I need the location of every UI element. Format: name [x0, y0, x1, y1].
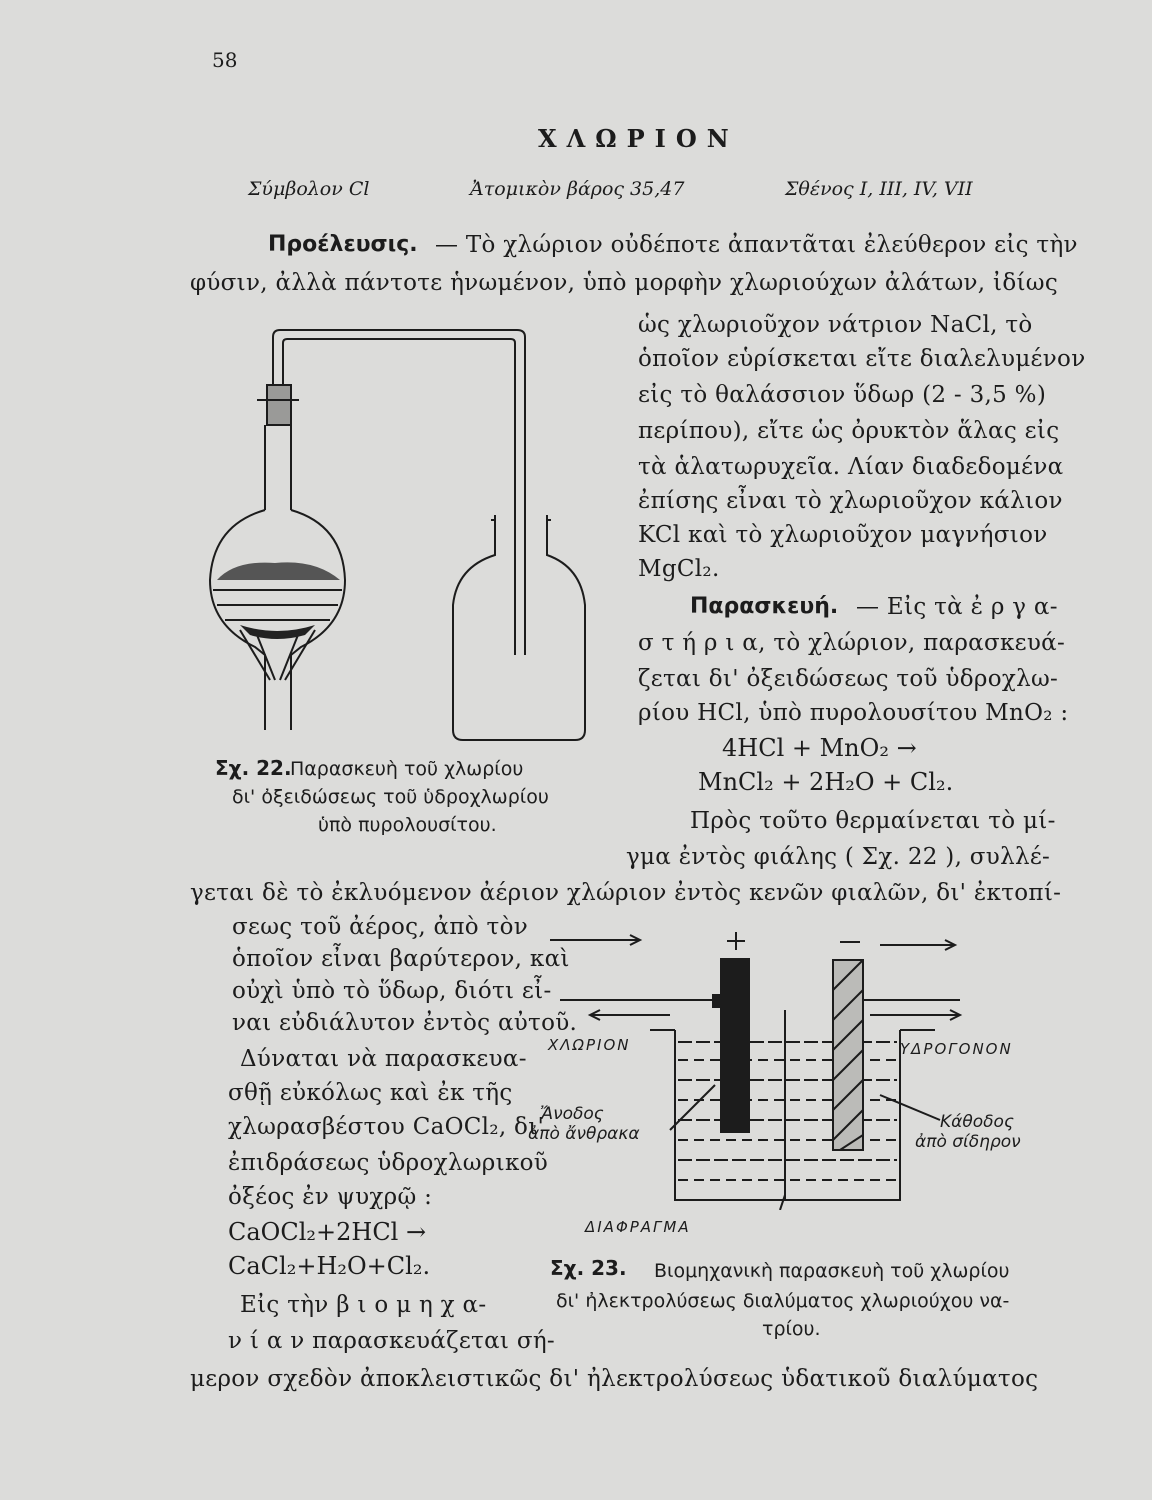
preparation-line: μερον σχεδὸν ἀποκλειστικῶς δι' ἠλεκτρολύσεως ὑδατικοῦ διαλύματος [190, 1366, 1039, 1392]
preparation-line: σ τ ή ρ ι α, τὸ χλώριον, παρασκευά- [638, 630, 1066, 656]
origin-line: τὰ ἁλατωρυχεῖα. Λίαν διαδεδομένα [638, 454, 1064, 480]
preparation-line: ὀξέος ἐν ψυχρῷ : [228, 1184, 433, 1210]
anode-label: Ἄνοδος [540, 1104, 604, 1124]
figure-23-electrolysis-cell [540, 930, 1020, 1210]
preparation-line: ζεται δι' ὀξειδώσεως τοῦ ὑδροχλω- [638, 666, 1059, 692]
figure-22-number: Σχ. 22. [215, 756, 292, 780]
cathode-material-label: ἀπὸ σίδηρον [915, 1132, 1021, 1152]
preparation-line: χλωρασβέστου CaOCl₂, δι' [228, 1114, 545, 1140]
origin-line: περίπου), εἴτε ὡς ὀρυκτὸν ἅλας εἰς [638, 418, 1060, 444]
origin-line: KCl καὶ τὸ χλωριοῦχον μαγνήσιον [638, 522, 1048, 548]
figure-22-caption: Παρασκευὴ τοῦ χλωρίου [290, 758, 524, 780]
page-title: ΧΛΩΡΙΟΝ [538, 124, 739, 153]
origin-heading: Προέλευσις. [268, 232, 418, 257]
preparation-line: γεται δὲ τὸ ἐκλυόμενον ἀέριον χλώριον ἐντὸς κενῶν φιαλῶν, δι' ἐκτοπί- [190, 880, 1062, 906]
atomic-weight-text: Ἀτομικὸν βάρος 35,47 [470, 178, 685, 200]
origin-line: εἰς τὸ θαλάσσιον ὕδωρ (2 - 3,5 %) [638, 382, 1047, 408]
symbol-text: Σύμβολον Cl [248, 178, 370, 200]
preparation-line: ν ί α ν παρασκευάζεται σή- [228, 1328, 555, 1354]
equation: MnCl₂ + 2H₂O + Cl₂. [698, 768, 954, 796]
preparation-line: σεως τοῦ ἀέρος, ἀπὸ τὸν [232, 914, 529, 940]
preparation-line: Δύναται νὰ παρασκευα- [240, 1046, 527, 1072]
origin-line: φύσιν, ἀλλὰ πάντοτε ἡνωμένον, ὑπὸ μορφὴν χλωριούχων ἀλάτων, ἰδίως [190, 270, 1059, 296]
diaphragm-label: ΔΙΑΦΡΑΓΜΑ [585, 1218, 691, 1236]
preparation-line: γμα ἐντὸς φιάλης ( Σχ. 22 ), συλλέ- [626, 844, 1051, 870]
preparation-line: ἐπιδράσεως ὑδροχλωρικοῦ [228, 1150, 549, 1176]
figure-23-number: Σχ. 23. [550, 1256, 627, 1280]
equation: 4HCl + MnO₂ → [722, 734, 917, 762]
preparation-heading: Παρασκευή. [690, 594, 839, 619]
origin-line: — Τὸ χλώριον οὐδέποτε ἀπαντᾶται ἐλεύθερον εἰς τὴν [435, 232, 1078, 258]
figure-22-caption: ὑπὸ πυρολουσίτου. [318, 814, 497, 836]
figure-23-caption: Βιομηχανικὴ παρασκευὴ τοῦ χλωρίου [654, 1260, 1010, 1282]
preparation-line: ναι εὐδιάλυτον ἐντὸς αὐτοῦ. [232, 1010, 578, 1036]
preparation-line: οὐχὶ ὑπὸ τὸ ὕδωρ, διότι εἶ- [232, 978, 552, 1004]
origin-line: MgCl₂. [638, 556, 720, 582]
figure-23-caption: τρίου. [762, 1318, 821, 1340]
figure-22-apparatus [195, 325, 605, 750]
origin-line: ὁποῖον εὑρίσκεται εἴτε διαλελυμένον [638, 346, 1086, 372]
preparation-line: — Εἰς τὰ ἐ ρ γ α- [856, 594, 1058, 620]
chlorine-label: ΧΛΩΡΙΟΝ [548, 1036, 631, 1054]
anode-material-label: ἀπὸ ἄνθρακα [528, 1124, 640, 1144]
cathode-label: Κάθοδος [940, 1112, 1014, 1132]
preparation-line: ὁποῖον εἶναι βαρύτερον, καὶ [232, 946, 570, 972]
preparation-line: ρίου HCl, ὑπὸ πυρολουσίτου MnO₂ : [638, 700, 1069, 726]
preparation-line: Πρὸς τοῦτο θερμαίνεται τὸ μί- [690, 808, 1056, 834]
preparation-line: Εἰς τὴν β ι ο μ η χ α- [240, 1292, 487, 1318]
preparation-line: σθῇ εὐκόλως καὶ ἐκ τῆς [228, 1080, 513, 1106]
valence-text: Σθένος I, III, IV, VII [785, 178, 973, 200]
equation: CaOCl₂+2HCl → [228, 1218, 427, 1246]
equation: CaCl₂+H₂O+Cl₂. [228, 1252, 431, 1280]
origin-line: ὡς χλωριοῦχον νάτριον NaCl, τὸ [638, 312, 1033, 338]
page-number: 58 [212, 48, 238, 72]
figure-22-caption: δι' ὀξειδώσεως τοῦ ὑδροχλωρίου [232, 786, 549, 808]
figure-23-caption: δι' ἠλεκτρολύσεως διαλύματος χλωριούχου να- [556, 1290, 1010, 1312]
hydrogen-label: ΥΔΡΟΓΟΝΟΝ [900, 1040, 1013, 1058]
origin-line: ἐπίσης εἶναι τὸ χλωριοῦχον κάλιον [638, 488, 1063, 514]
